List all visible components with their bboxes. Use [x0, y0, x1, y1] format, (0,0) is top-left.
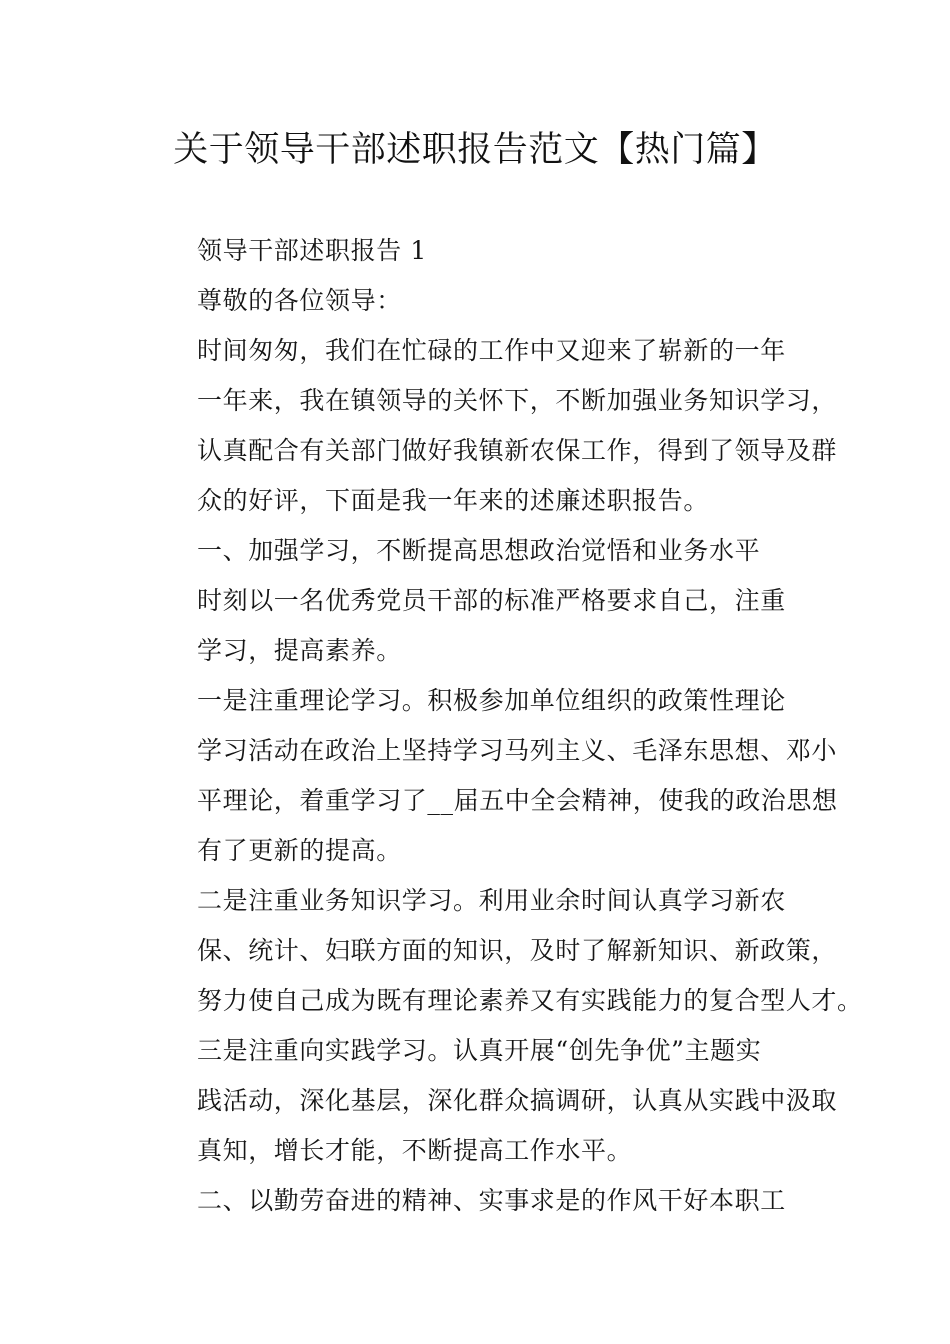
- paragraph-line: 真知，增长才能，不断提高工作水平。: [197, 1136, 633, 1165]
- paragraph-line: 努力使自己成为既有理论素养又有实践能力的复合型人才。: [197, 986, 863, 1015]
- paragraph: [145, 1176, 809, 1226]
- paragraph: [145, 276, 809, 326]
- paragraph-line: 二、以勤劳奋进的精神、实事求是的作风干好本职工: [197, 1186, 786, 1215]
- paragraph-line: 领导干部述职报告 1: [197, 236, 427, 265]
- paragraph-line: 学习，提高素养。: [197, 636, 402, 665]
- paragraph-line: 时刻以一名优秀党员干部的标准严格要求自己，注重: [197, 586, 786, 615]
- paragraph: [145, 576, 809, 676]
- paragraph-line: 三是注重向实践学习。认真开展“创先争优”主题实: [197, 1036, 762, 1065]
- paragraph: [145, 676, 838, 876]
- paragraph-line: 认真配合有关部门做好我镇新农保工作，得到了领导及群: [197, 436, 838, 465]
- paragraph-line: 尊敬的各位领导：: [197, 286, 402, 315]
- paragraph-line: 有了更新的提高。: [197, 836, 402, 865]
- paragraph-line: 平理论，着重学习了__届五中全会精神，使我的政治思想: [197, 786, 838, 815]
- paragraph: [145, 326, 838, 526]
- paragraph: [145, 526, 809, 576]
- paragraph-line: 保、统计、妇联方面的知识，及时了解新知识、新政策，: [197, 936, 838, 965]
- paragraph: [145, 226, 809, 276]
- paragraph-line: 学习活动在政治上坚持学习马列主义、毛泽东思想、邓小: [197, 736, 838, 765]
- paragraph-line: 二是注重业务知识学习。利用业余时间认真学习新农: [197, 886, 786, 915]
- paragraph: [145, 876, 863, 1026]
- paragraph-line: 一是注重理论学习。积极参加单位组织的政策性理论: [197, 686, 786, 715]
- paragraph-line: 众的好评，下面是我一年来的述廉述职报告。: [197, 486, 710, 515]
- paragraph: [145, 1026, 838, 1176]
- paragraph-line: 时间匆匆，我们在忙碌的工作中又迎来了崭新的一年: [197, 336, 786, 365]
- paragraph-line: 一年来，我在镇领导的关怀下，不断加强业务知识学习，: [197, 386, 838, 415]
- document-body: [145, 226, 863, 1226]
- paragraph-line: 践活动，深化基层，深化群众搞调研，认真从实践中汲取: [197, 1086, 838, 1115]
- document-title: 关于领导干部述职报告范文【热门篇】: [173, 130, 777, 170]
- paragraph-line: 一、加强学习，不断提高思想政治觉悟和业务水平: [197, 536, 761, 565]
